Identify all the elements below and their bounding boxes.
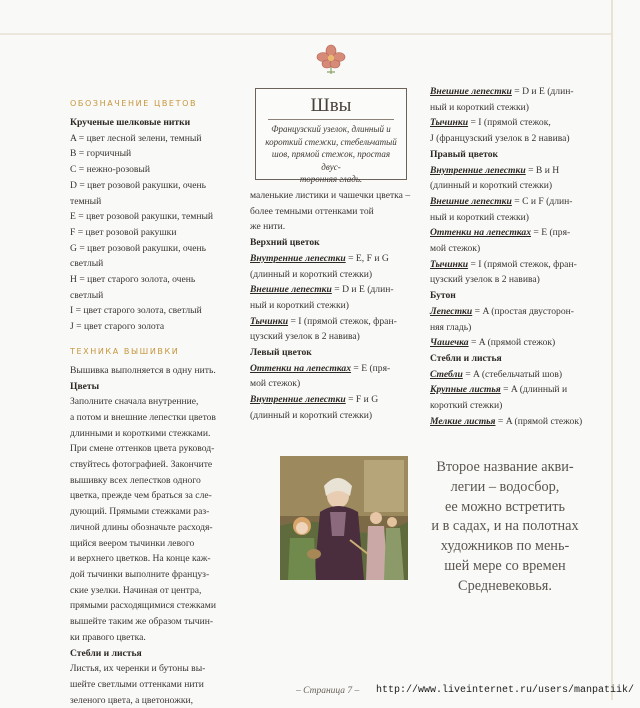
right-flower-heading: Правый цветок	[430, 148, 499, 160]
stitches-rule	[268, 119, 394, 120]
flowers-text: Заполните сначала внутренние, а потом и внешние лепестки цветов длинными и короткими стежками. При смене оттенков цвета руковод- ствуйтесь фотографией. Закончите вышивку всех лепестков одного цветка, прежде чем браться за сле- дующий. Прямыми стежками раз- личной длины обозначьте расходя- щийся веером тычинки левого и верхнего цветков. На конце каж- дой тычинки выполните француз- ские узелки. Начиная от центра, прямыми расходящимися стежками вышейте таким же образом тычин- ки правого цветка.	[70, 396, 217, 643]
legend-line: F = цвет розовой ракушки	[70, 226, 177, 238]
color-legend-subheading: Крученые шелковые нитки	[70, 117, 191, 128]
instruction-value: = I (прямой стежок, J (французский узелок в 2 навива)	[430, 117, 570, 145]
instruction-entry	[250, 282, 420, 313]
instruction-value: = A (прямой стежок)	[495, 415, 583, 427]
instruction-label: Внутренние лепестки	[430, 164, 526, 176]
legend-line: E = цвет розовой ракушки, темный	[70, 211, 214, 223]
instruction-label: Внутренние лепестки	[250, 252, 346, 264]
flowers-heading: Цветы	[70, 380, 100, 392]
legend-line: A = цвет лесной зелени, темный	[70, 132, 202, 144]
instruction-label: Лепестки	[430, 305, 473, 317]
instruction-value: = D и E (длин- ный и короткий стежки)	[250, 284, 394, 311]
instruction-value: = A (прямой стежок)	[468, 337, 556, 349]
instruction-value: = F и G (длинный и короткий стежки)	[250, 394, 379, 421]
instruction-label: Тычинки	[250, 315, 289, 327]
instruction-entry	[430, 163, 598, 194]
instruction-value: = C и F (длин- ный и короткий стежки)	[430, 195, 573, 223]
bud-heading: Бутон	[430, 290, 456, 302]
instruction-entry	[430, 367, 598, 383]
legend-line: темный	[70, 195, 102, 207]
instruction-value: = A (простая двусторон- няя гладь)	[430, 305, 574, 333]
top-rule	[0, 33, 611, 35]
instruction-value: = E, F и G (длинный и короткий стежки)	[250, 252, 389, 280]
instruction-label: Тычинки	[430, 117, 469, 129]
technique-heading: ТЕХНИКА ВЫШИВКИ	[70, 346, 180, 356]
instruction-entry	[250, 392, 420, 423]
color-legend-heading: ОБОЗНАЧЕНИЕ ЦВЕТОВ	[70, 99, 198, 108]
legend-line: D = цвет розовой ракушки, очень	[70, 179, 207, 191]
instruction-value: = E (пря- мой стежок)	[250, 362, 391, 390]
legend-line: светлый	[70, 258, 104, 270]
legend-line: C = нежно-розовый	[70, 164, 150, 176]
legend-line: H = цвет старого золота, очень	[70, 274, 196, 286]
instruction-label: Оттенки на лепестках	[250, 362, 352, 374]
instruction-value: = I (прямой стежок, фран- цузский узелок в 2 навива)	[430, 258, 577, 286]
instruction-entry	[430, 257, 598, 288]
legend-line: B = горчичный	[70, 148, 132, 160]
middle-intro: маленькие листики и чашечки цветка – более темными оттенками той же нити.	[250, 190, 411, 233]
instruction-label: Стебли	[430, 368, 463, 380]
instruction-entry	[430, 382, 598, 413]
technique-intro: Вышивка выполняется в одну нить.	[70, 364, 216, 376]
instruction-entry	[250, 314, 420, 345]
stitches-box	[255, 88, 407, 185]
instruction-value: = A (стебельчатый шов)	[462, 368, 563, 380]
left-flower-heading: Левый цветок	[250, 347, 312, 359]
flower-ornament-icon	[312, 42, 350, 76]
instruction-label: Внешние лепестки	[430, 86, 512, 97]
top-flower-heading: Верхний цветок	[250, 237, 320, 249]
right-column	[430, 84, 598, 429]
instruction-value: = E (пря- мой стежок)	[430, 227, 571, 255]
instruction-label: Крупные листья	[430, 384, 501, 396]
instruction-label: Чашечка	[430, 337, 469, 349]
legend-line: светлый	[70, 289, 104, 301]
side-quote: Второе название акви- легии – водосбор, ее можно встретить и в садах, и на полотнах художников по мень- шей мере со времен Средневековья.	[431, 459, 579, 594]
instruction-entry	[430, 194, 598, 225]
left-column	[70, 97, 240, 708]
right-border	[611, 0, 613, 700]
medieval-painting-image	[280, 456, 408, 580]
legend-line: G = цвет розовой ракушки, очень	[70, 242, 207, 254]
stems-text: Листья, их черенки и бутоны вы- шейте светлыми оттенками нити зеленого цвета, а цветоножки,	[70, 663, 206, 706]
instruction-entry	[250, 361, 420, 392]
instruction-entry	[430, 84, 598, 115]
middle-column	[250, 188, 420, 424]
legend-line: J = цвет старого золота	[70, 321, 165, 333]
page-number: – Страница 7 –	[296, 686, 360, 696]
instruction-entry	[430, 304, 598, 335]
instruction-label: Тычинки	[430, 258, 469, 270]
instruction-entry	[430, 115, 598, 146]
stitches-title: Швы	[310, 95, 352, 116]
instruction-label: Мелкие листья	[430, 415, 496, 427]
stems-heading: Стебли и листья	[70, 647, 142, 659]
instruction-label: Внутренние лепестки	[250, 394, 346, 406]
instruction-entry	[430, 414, 598, 430]
instruction-entry	[250, 251, 420, 282]
instruction-entry	[430, 335, 598, 351]
instruction-label: Внешние лепестки	[430, 195, 512, 207]
instruction-value: = B и H (длинный и короткий стежки)	[430, 164, 560, 192]
legend-line: I = цвет старого золота, светлый	[70, 305, 202, 317]
source-url: http://www.liveinternet.ru/users/manpatiik/	[376, 685, 635, 696]
instruction-value: = I (прямой стежок, фран- цузский узелок в 2 навива)	[250, 315, 397, 343]
instruction-value: = D и E (длин- ный и короткий стежки)	[430, 86, 574, 113]
stitches-description: Французский узелок, длинный и короткий стежки, стебельчатый шов, прямой стежок, простая двус- торонняя гладь.	[265, 124, 397, 185]
instruction-label: Внешние лепестки	[250, 284, 332, 296]
stems-leaves-heading: Стебли и листья	[430, 352, 502, 364]
instruction-label: Оттенки на лепестках	[430, 227, 532, 239]
instruction-entry	[430, 225, 598, 256]
instruction-value: = A (длинный и короткий стежки)	[430, 384, 568, 412]
